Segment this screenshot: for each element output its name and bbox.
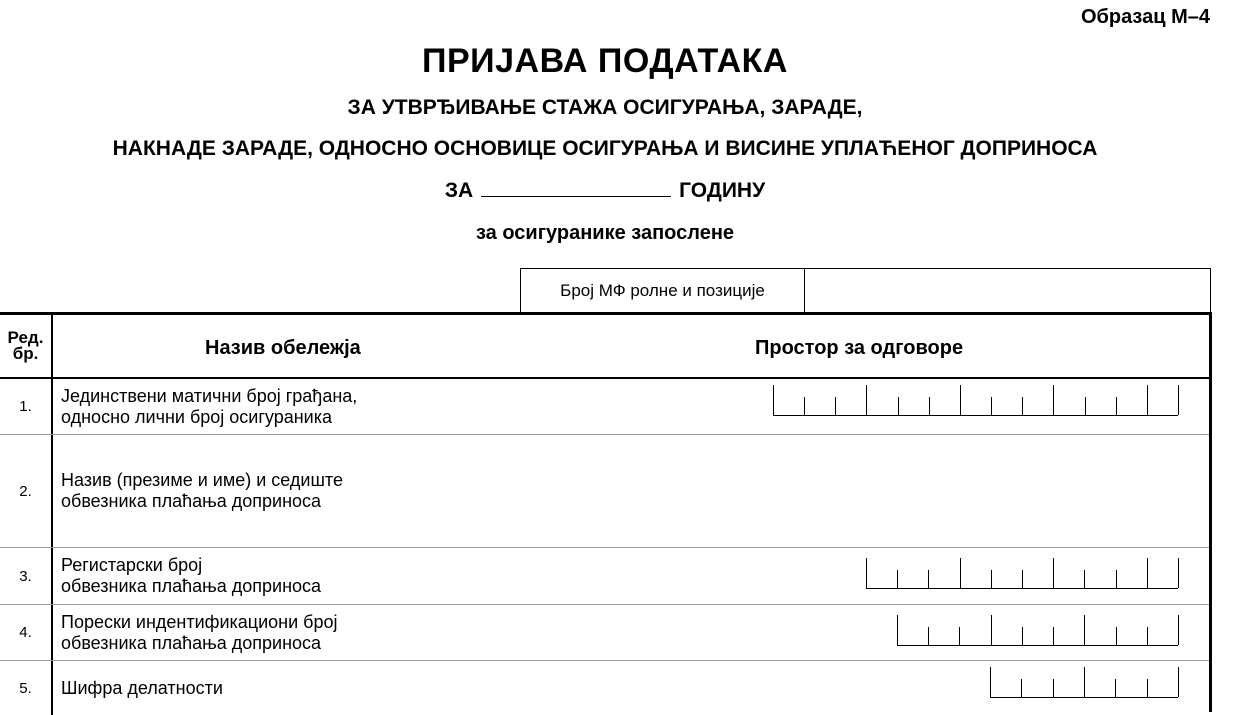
digit-box-divider bbox=[1053, 558, 1054, 588]
digit-box-divider bbox=[960, 558, 961, 588]
row-label-line1: Порески индентификациони број bbox=[61, 611, 338, 632]
digit-box-divider bbox=[1178, 667, 1179, 697]
digit-box-divider bbox=[1115, 679, 1116, 697]
row-number: 4. bbox=[0, 605, 53, 660]
digit-box-divider bbox=[1116, 570, 1117, 588]
answer-boxes[interactable] bbox=[897, 615, 1178, 646]
answer-text-area[interactable] bbox=[430, 443, 1199, 539]
mf-roll-input[interactable] bbox=[807, 269, 1210, 312]
digit-box-divider bbox=[1178, 558, 1179, 588]
row-number: 5. bbox=[0, 661, 53, 715]
digit-box-divider bbox=[866, 385, 867, 415]
table-row bbox=[0, 605, 1209, 661]
row-label bbox=[61, 605, 338, 660]
table-row bbox=[0, 548, 1209, 605]
row-label bbox=[61, 548, 321, 604]
mf-roll-box bbox=[520, 268, 1211, 312]
digit-box-divider bbox=[928, 627, 929, 645]
row-number: 2. bbox=[0, 435, 53, 547]
digit-box-divider bbox=[1147, 385, 1148, 415]
mf-roll-label: Број МФ ролне и позиције bbox=[521, 269, 805, 312]
digit-box-divider bbox=[1053, 385, 1054, 415]
digit-box-divider bbox=[960, 385, 961, 415]
row-number: 3. bbox=[0, 548, 53, 604]
digit-box-divider bbox=[928, 570, 929, 588]
digit-box-divider bbox=[897, 615, 898, 645]
table-row bbox=[0, 379, 1209, 435]
row-number: 1. bbox=[0, 379, 53, 434]
digit-box-divider bbox=[1021, 679, 1022, 697]
digit-box-divider bbox=[991, 615, 992, 645]
digit-box-divider bbox=[1116, 627, 1117, 645]
digit-box-divider bbox=[866, 558, 867, 588]
digit-box-divider bbox=[1147, 679, 1148, 697]
row-label bbox=[61, 435, 343, 547]
year-prefix: ЗА bbox=[444, 179, 474, 202]
digit-box-divider bbox=[1178, 385, 1179, 415]
header-num-line1: Ред. bbox=[7, 328, 44, 347]
digit-box-divider bbox=[1022, 570, 1023, 588]
answer-boxes[interactable] bbox=[990, 667, 1178, 698]
digit-box-divider bbox=[1147, 627, 1148, 645]
header-num bbox=[0, 315, 53, 377]
row-label-line2: обвезника плаћања доприноса bbox=[61, 632, 322, 653]
answer-boxes[interactable] bbox=[773, 385, 1178, 416]
table-row bbox=[0, 661, 1209, 715]
digit-box-divider bbox=[773, 385, 774, 415]
year-input-blank[interactable] bbox=[481, 178, 671, 197]
digit-box-divider bbox=[897, 570, 898, 588]
digit-box-divider bbox=[1084, 615, 1085, 645]
digit-box-divider bbox=[1084, 570, 1085, 588]
digit-box-divider bbox=[1084, 667, 1085, 697]
digit-box-divider bbox=[1053, 679, 1054, 697]
digit-box-divider bbox=[835, 397, 836, 415]
digit-box-divider bbox=[991, 397, 992, 415]
row-label-line1: Регистарски број bbox=[61, 555, 203, 575]
digit-box-divider bbox=[1022, 397, 1023, 415]
row-label-line1: Јединствени матични број грађана, bbox=[61, 385, 358, 406]
digit-box-divider bbox=[991, 570, 992, 588]
digit-box-divider bbox=[1147, 558, 1148, 588]
digit-box-divider bbox=[1022, 627, 1023, 645]
table-row bbox=[0, 435, 1209, 548]
subtitle-line-1: ЗА УТВРЂИВАЊЕ СТАЖА ОСИГУРАЊА, ЗАРАДЕ, bbox=[347, 96, 863, 119]
digit-box-divider bbox=[929, 397, 930, 415]
digit-box-divider bbox=[1053, 627, 1054, 645]
header-name: Назив обележја bbox=[205, 337, 361, 359]
header-answer: Простор за одговоре bbox=[755, 337, 964, 359]
year-suffix: ГОДИНУ bbox=[679, 179, 766, 202]
row-label-line2: обвезника плаћања доприноса bbox=[61, 576, 322, 596]
row-label-line2: обвезника плаћања доприноса bbox=[61, 491, 322, 511]
row-label bbox=[61, 661, 223, 715]
row-label-line1: Назив (презиме и име) и седиште bbox=[61, 470, 343, 490]
answer-boxes[interactable] bbox=[866, 558, 1178, 589]
subtitle-line-2: НАКНАДЕ ЗАРАДЕ, ОДНОСНО ОСНОВИЦЕ ОСИГУРАЊА И ВИСИНЕ УПЛАЋЕНОГ ДОПРИНОСА bbox=[112, 137, 1098, 160]
data-table bbox=[0, 312, 1212, 712]
row-label-line2: односно лични број осигураника bbox=[61, 406, 333, 427]
digit-box-divider bbox=[990, 667, 991, 697]
row-label bbox=[61, 379, 357, 434]
header-num-line2: бр. bbox=[12, 344, 39, 363]
digit-box-divider bbox=[804, 397, 805, 415]
form-code: Образац М–4 bbox=[1080, 6, 1210, 28]
table-header bbox=[0, 315, 1209, 379]
digit-box-divider bbox=[959, 627, 960, 645]
year-line bbox=[0, 178, 1210, 203]
page-title: ПРИЈАВА ПОДАТАКА bbox=[422, 42, 788, 80]
digit-box-divider bbox=[1116, 397, 1117, 415]
row-label-line1: Шифра делатности bbox=[61, 677, 223, 698]
digit-box-divider bbox=[1178, 615, 1179, 645]
digit-box-divider bbox=[898, 397, 899, 415]
subtitle-employees: за осигуранике запослене bbox=[475, 222, 735, 244]
digit-box-divider bbox=[1085, 397, 1086, 415]
